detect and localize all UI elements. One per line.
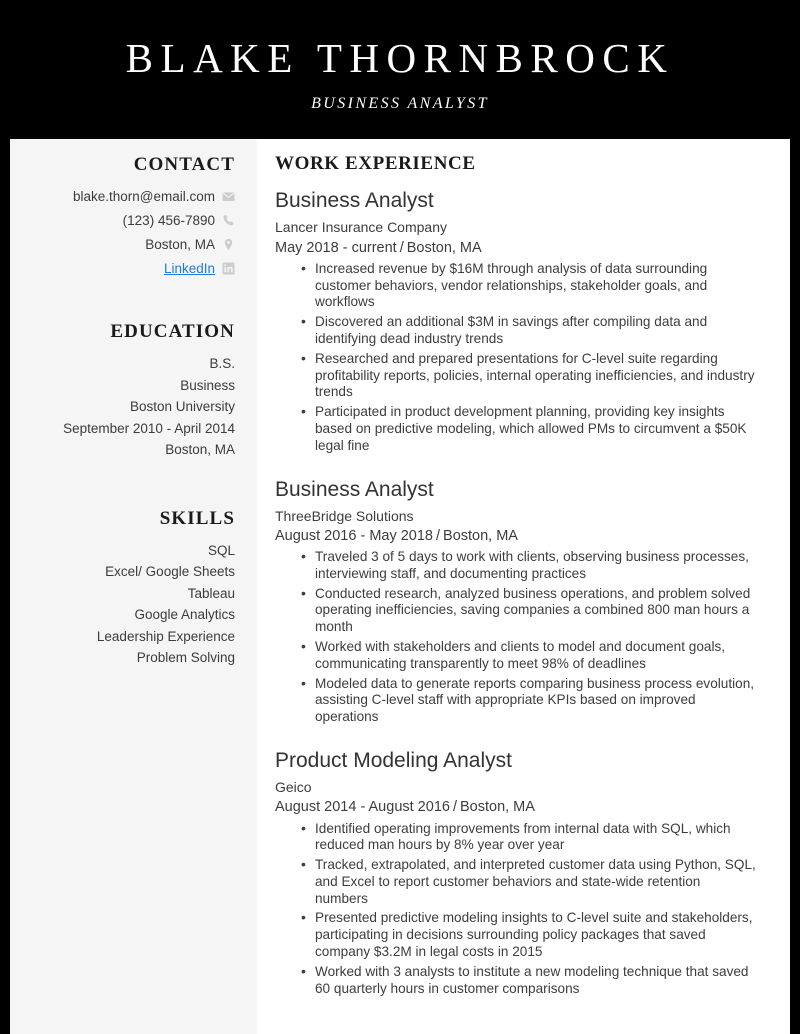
job-bullet-list <box>275 261 756 455</box>
job-bullet: • Traveled 3 of 5 days to work with clients, observing business processes, interviewing staff, and documenting practices <box>301 549 756 583</box>
job-bullet-list <box>275 821 756 998</box>
education-line: Boston, MA <box>165 442 235 458</box>
job-location: Boston, MA <box>443 528 518 545</box>
header-subtitle: BUSINESS ANALYST <box>311 95 489 113</box>
work-experience-heading: WORK EXPERIENCE <box>275 153 476 175</box>
job-meta-separator: / <box>452 799 457 816</box>
job-bullet: • Tracked, extrapolated, and interpreted customer data using Python, SQL, and Excel to report customer behaviors and state-wide retention numbers <box>301 857 756 907</box>
education-section-heading: EDUCATION <box>110 321 235 343</box>
job-bullet: • Conducted research, analyzed business operations, and problem solved operating inefficiencies, saving companies a combined 800 man hours a month <box>301 586 756 636</box>
skill-item: Leadership Experience <box>96 628 235 644</box>
job-location: Boston, MA <box>406 239 482 256</box>
education-line: September 2010 - April 2014 <box>63 420 235 436</box>
job-meta <box>275 797 756 818</box>
job-dates: August 2014 - August 2016 <box>275 799 450 816</box>
envelope-icon <box>222 190 235 203</box>
job-title: Product Modeling Analyst <box>275 749 512 772</box>
job-bullet: • Worked with 3 analysts to institute a new modeling technique that saved 60 quarterly hours in customer comparisons <box>301 964 756 998</box>
job-bullet-list <box>275 549 756 726</box>
skill-item: SQL <box>207 542 235 558</box>
linkedin-icon[interactable] <box>222 262 235 275</box>
sidebar <box>10 139 257 1034</box>
page-title: BLAKE THORNBROCK <box>125 35 675 81</box>
job-meta-separator: / <box>436 528 441 545</box>
job-entry <box>275 748 756 997</box>
main-column <box>257 139 790 1034</box>
phone-icon <box>222 214 235 227</box>
skills-section-heading: SKILLS <box>159 507 235 529</box>
job-meta <box>275 526 756 547</box>
education-line: Boston University <box>129 399 235 415</box>
skill-item: Google Analytics <box>134 607 235 623</box>
job-meta <box>275 238 756 259</box>
job-dates: August 2016 - May 2018 <box>275 528 433 545</box>
job-bullet: • Participated in product development planning, providing key insights based on predictive modeling, which allowed PMs to circumvent a $50K legal fine <box>301 404 756 454</box>
location-pin-icon <box>222 238 235 251</box>
job-title: Business Analyst <box>275 189 434 213</box>
skill-item: Tableau <box>187 585 235 601</box>
contact-item-phone <box>24 210 235 231</box>
linkedin-link[interactable]: LinkedIn <box>163 261 215 277</box>
job-bullet: • Researched and prepared presentations for C-level suite regarding profitability reports, policies, internal operating inefficiencies, and industry trends <box>301 351 756 401</box>
contact-item-linkedin[interactable] <box>24 258 235 279</box>
contact-item-location <box>24 234 235 255</box>
skill-item: Excel/ Google Sheets <box>105 564 235 580</box>
job-bullet: • Discovered an additional $3M in savings after compiling data and identifying dead industry trends <box>301 314 756 348</box>
job-meta-separator: / <box>399 239 404 256</box>
contact-email-text: blake.thorn@email.com <box>72 189 215 205</box>
job-company: Geico <box>275 779 312 796</box>
contact-section-heading: CONTACT <box>133 154 235 176</box>
job-location: Boston, MA <box>459 799 535 816</box>
resume-body <box>10 139 790 1034</box>
contact-item-email <box>24 186 235 207</box>
job-bullet: • Increased revenue by $16M through analysis of data surrounding customer behaviors, vendor relationships, stakeholder goals, and workflows <box>301 261 756 311</box>
job-dates: May 2018 - current <box>275 239 397 256</box>
job-bullet: • Identified operating improvements from internal data with SQL, which reduced man hours by 8% year over year <box>301 821 756 855</box>
contact-location-text: Boston, MA <box>145 237 215 253</box>
skill-item: Problem Solving <box>136 650 235 666</box>
job-bullet: • Modeled data to generate reports comparing business process evolution, assisting C-level staff with appropriate KPIs based on improved operations <box>301 676 756 726</box>
job-company: Lancer Insurance Company <box>275 219 447 236</box>
job-bullet: • Presented predictive modeling insights to C-level suite and stakeholders, participating in decisions surrounding policy packages that saved company $3.2M in legal costs in 2015 <box>301 910 756 960</box>
education-line: Business <box>180 377 235 393</box>
contact-phone-text: (123) 456-7890 <box>122 213 215 229</box>
job-entry <box>275 477 756 726</box>
job-bullet: • Worked with stakeholders and clients to model and document goals, communicating transparently to meet 98% of deadlines <box>301 639 756 673</box>
job-title: Business Analyst <box>275 477 434 501</box>
job-entry <box>275 188 756 454</box>
resume-header <box>10 10 790 139</box>
education-line: B.S. <box>209 356 235 372</box>
job-company: ThreeBridge Solutions <box>275 507 414 524</box>
